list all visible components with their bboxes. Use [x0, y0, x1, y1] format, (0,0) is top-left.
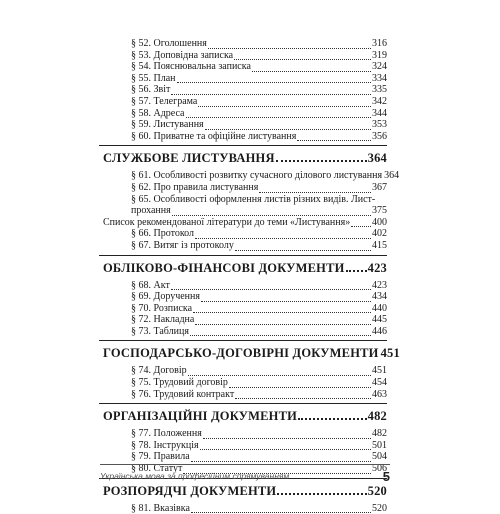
leader-dots [171, 282, 371, 291]
toc-section-heading[interactable] [103, 261, 387, 276]
toc-entry[interactable] [103, 108, 387, 120]
leader-dots [235, 243, 371, 252]
toc-entry[interactable] [103, 314, 387, 326]
toc-entry-title-cont: прохання [131, 205, 171, 217]
leader-dots [346, 262, 367, 272]
toc-entry[interactable] [103, 428, 387, 440]
toc-entry-title: § 73. Таблиця [131, 325, 189, 337]
toc-entry-page: 506 [372, 463, 387, 475]
toc-entry-title: § 78. Інструкція [131, 439, 199, 451]
toc-entry-page: 423 [372, 279, 387, 291]
leader-dots [259, 185, 371, 194]
toc-entry-title: § 67. Витяг із протоколу [131, 239, 234, 251]
toc-entry[interactable] [103, 291, 387, 303]
toc-entry-title: § 75. Трудовий договір [131, 377, 228, 389]
section-title: ГОСПОДАРСЬКО-ДОГОВІРНІ ДОКУМЕНТИ [103, 346, 379, 361]
toc-entry-page: 482 [372, 428, 387, 440]
toc-entry-page: 504 [372, 451, 387, 463]
leader-dots [198, 99, 371, 108]
leader-dots [235, 391, 371, 400]
toc-entry-page: 319 [372, 49, 387, 61]
section-page: 364 [367, 151, 387, 166]
toc-entry-literature[interactable] [103, 217, 387, 229]
toc-entry-page: 316 [372, 38, 387, 49]
toc-entry-page: 463 [372, 388, 387, 400]
toc-entry-page: 402 [372, 228, 387, 240]
toc-entry-title: § 65. Особливості оформлення листів різних видів. Лист- [131, 193, 376, 205]
toc-entry[interactable] [103, 61, 387, 73]
toc-entry-title: § 58. Адреса [131, 107, 185, 119]
toc-entry-title: § 55. План [131, 72, 176, 84]
toc-entry-page: 353 [372, 119, 387, 131]
toc-entry-page: 415 [372, 239, 387, 251]
leader-dots [191, 454, 371, 463]
toc-entry-title: § 61. Особливості розвитку сучасного ділового листування [131, 170, 383, 182]
toc-entry[interactable] [103, 119, 387, 131]
leader-dots [200, 442, 371, 451]
toc-entry-page: 400 [372, 216, 387, 228]
toc-entry[interactable] [103, 365, 387, 377]
section-rule [99, 340, 387, 341]
toc-entry-title: § 72. Накладна [131, 314, 195, 326]
toc-entry-title: § 53. Доповідна записка [131, 49, 234, 61]
leader-dots [276, 152, 367, 162]
leader-dots [193, 305, 371, 314]
toc-entry-title: § 69. Доручення [131, 291, 200, 303]
leader-dots [188, 368, 371, 377]
toc-entry[interactable] [103, 84, 387, 96]
toc-entry[interactable] [103, 326, 387, 338]
toc-entry-title: § 57. Телеграма [131, 95, 198, 107]
toc-entry[interactable] [103, 131, 387, 143]
leader-dots [208, 41, 371, 50]
leader-dots [171, 87, 371, 96]
toc-entry-title: § 80. Статут [131, 463, 183, 475]
toc-entry-title: § 81. Вказівка [131, 502, 190, 514]
footer-book-title: Українська мова за професійним спрямуванням [100, 471, 290, 481]
leader-dots [201, 294, 371, 303]
toc-entry-page: 335 [372, 84, 387, 96]
toc-entry[interactable] [103, 170, 400, 182]
toc-entry-page: 364 [384, 170, 400, 182]
leader-dots [203, 431, 371, 440]
toc-entry[interactable] [103, 73, 387, 85]
toc-entry-title: § 70. Розписка [131, 302, 193, 314]
toc-entry[interactable] [103, 389, 387, 401]
toc-entry[interactable] [103, 96, 387, 108]
section-rule [99, 403, 387, 404]
leader-dots [297, 133, 371, 142]
toc-entry-page: 451 [372, 365, 387, 377]
toc-entry-title: Список рекомендованої літератури до теми «Листування» [103, 216, 351, 228]
toc-entry-title: § 77. Положення [131, 428, 202, 440]
leader-dots [190, 328, 371, 337]
toc-entry[interactable] [103, 503, 387, 514]
toc-section-heading[interactable] [103, 346, 400, 361]
toc-entry-title: § 68. Акт [131, 279, 170, 291]
leader-dots [252, 64, 371, 73]
section-rule [99, 255, 387, 256]
leader-dots [177, 75, 371, 84]
section-page: 423 [367, 260, 387, 275]
toc-entry-title: § 66. Протокол [131, 228, 195, 240]
toc-entry-page: 342 [372, 95, 387, 107]
leader-dots [186, 110, 372, 119]
toc-entry-page: 454 [372, 377, 387, 389]
toc-entry-page: 367 [372, 181, 387, 193]
toc-entry-page: 446 [372, 325, 387, 337]
toc-entry-title: § 60. Приватне та офіційне листування [131, 130, 297, 142]
leader-dots [234, 52, 371, 61]
toc-section-heading[interactable] [103, 409, 387, 424]
toc-entry[interactable] [103, 280, 387, 292]
toc-entry-page: 324 [372, 61, 387, 73]
toc-entry[interactable] [103, 50, 387, 62]
leader-dots [195, 231, 371, 240]
toc-entry-title: § 74. Договір [131, 365, 187, 377]
section-page: 482 [367, 409, 387, 424]
toc-entry-page: 445 [372, 314, 387, 326]
toc-entry[interactable] [103, 303, 387, 315]
section-page: 451 [380, 346, 400, 361]
toc-entry-title: § 54. Пояснювальна записка [131, 61, 251, 73]
toc-entry[interactable] [103, 228, 387, 240]
toc-entry-page: 520 [372, 502, 387, 514]
toc-entry[interactable] [103, 38, 387, 50]
toc-entry-page: 434 [372, 291, 387, 303]
toc-entry-page: 440 [372, 302, 387, 314]
toc-section-heading[interactable] [103, 151, 387, 166]
leader-dots [205, 122, 371, 131]
toc-entry-title: § 52. Оголошення [131, 38, 207, 49]
toc-entry-title: § 62. Про правила листування [131, 181, 259, 193]
toc-entry-page: 344 [372, 107, 387, 119]
toc-entry[interactable] [103, 440, 387, 452]
leader-dots [351, 219, 371, 228]
toc-entry-page: 375 [372, 205, 387, 217]
toc-entry-title: § 56. Звіт [131, 84, 171, 96]
page-footer [100, 464, 390, 487]
toc-entry-page: 501 [372, 439, 387, 451]
toc-entry-title: § 76. Трудовий контракт [131, 388, 235, 400]
toc-entry-title: § 79. Правила [131, 451, 190, 463]
section-title: РОЗПОРЯДЧІ ДОКУМЕНТИ [103, 483, 277, 498]
toc-entry[interactable] [103, 240, 387, 252]
toc-entry[interactable] [103, 194, 387, 206]
section-title: СЛУЖБОВЕ ЛИСТУВАННЯ [103, 151, 275, 166]
section-title: ОБЛІКОВО-ФІНАНСОВІ ДОКУМЕНТИ [103, 260, 345, 275]
table-of-contents [103, 38, 400, 514]
toc-entry[interactable] [103, 205, 387, 217]
leader-dots [229, 380, 371, 389]
leader-dots [191, 505, 371, 514]
toc-entry[interactable] [103, 451, 387, 463]
toc-entry-title: § 59. Листування [131, 119, 204, 131]
leader-dots [172, 208, 371, 217]
leader-dots [298, 410, 367, 420]
page-number: 5 [382, 468, 390, 484]
section-title: ОРГАНІЗАЦІЙНІ ДОКУМЕНТИ [103, 409, 298, 424]
section-rule [99, 145, 387, 146]
toc-entry[interactable] [103, 377, 387, 389]
section-page: 520 [367, 483, 387, 498]
toc-entry-page: 334 [372, 72, 387, 84]
leader-dots [195, 317, 371, 326]
toc-entry-page: 356 [372, 130, 387, 142]
toc-entry[interactable] [103, 182, 387, 194]
